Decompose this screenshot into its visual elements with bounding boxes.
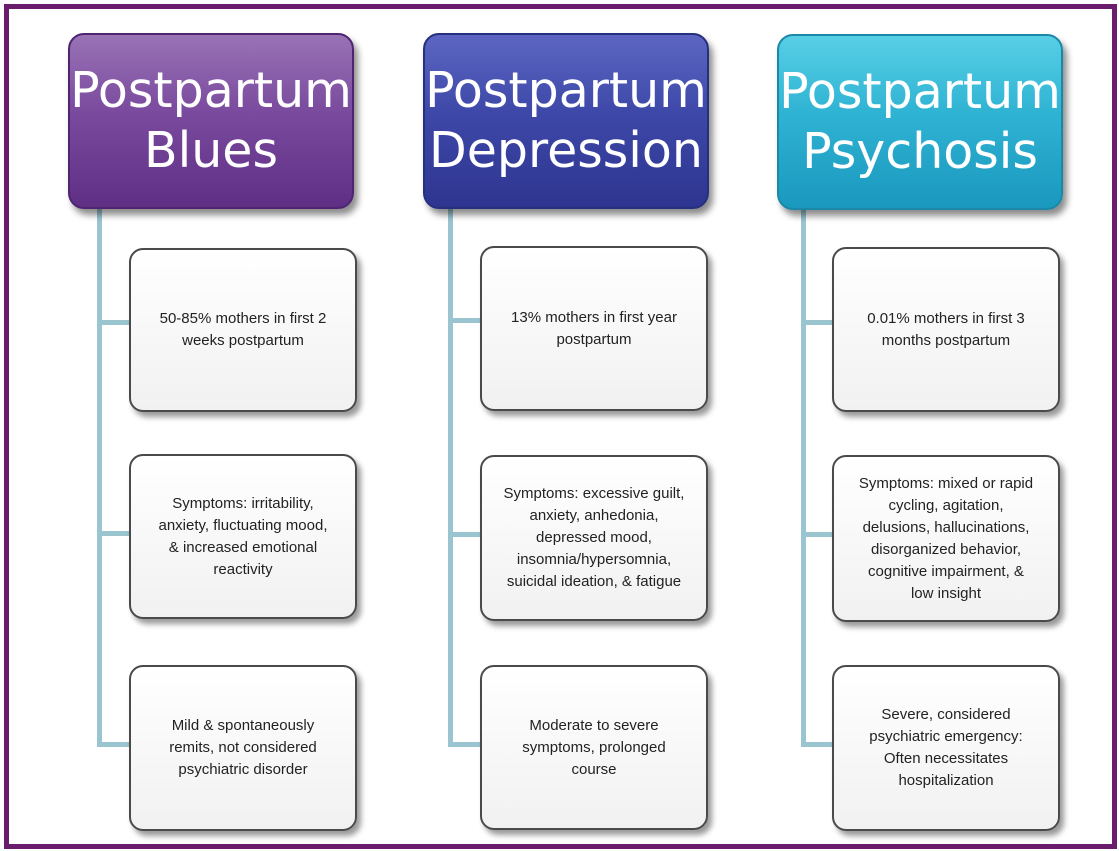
header-postpartum-depression: Postpartum Depression	[423, 33, 709, 209]
depression-prevalence-box: 13% mothers in first year postpartum	[480, 246, 708, 411]
psychosis-connector-branch-1	[801, 320, 832, 325]
blues-symptoms-box: Symptoms: irritability, anxiety, fluctuating mood, & increased emotional reactivity	[129, 454, 357, 619]
blues-course-box: Mild & spontaneously remits, not considered psychiatric disorder	[129, 665, 357, 831]
psychosis-connector-trunk	[801, 209, 806, 747]
blues-connector-branch-1	[97, 320, 129, 325]
depression-symptoms-box: Symptoms: excessive guilt, anxiety, anhedonia, depressed mood, insomnia/hypersomnia, suicidal ideation, & fatigue	[480, 455, 708, 621]
blues-connector-branch-2	[97, 531, 129, 536]
blues-prevalence-box: 50-85% mothers in first 2 weeks postpartum	[129, 248, 357, 412]
psychosis-connector-branch-2	[801, 532, 832, 537]
header-postpartum-blues: Postpartum Blues	[68, 33, 354, 209]
psychosis-connector-branch-3	[801, 742, 832, 747]
depression-course-box: Moderate to severe symptoms, prolonged course	[480, 665, 708, 830]
depression-connector-branch-1	[448, 318, 480, 323]
psychosis-symptoms-box: Symptoms: mixed or rapid cycling, agitation, delusions, hallucinations, disorganized behavior, cognitive impairment, & low insight	[832, 455, 1060, 622]
depression-connector-branch-2	[448, 532, 480, 537]
blues-connector-branch-3	[97, 742, 129, 747]
depression-connector-trunk	[448, 209, 453, 747]
blues-connector-trunk	[97, 209, 102, 747]
depression-connector-branch-3	[448, 742, 480, 747]
header-postpartum-psychosis: Postpartum Psychosis	[777, 34, 1063, 210]
psychosis-prevalence-box: 0.01% mothers in first 3 months postpartum	[832, 247, 1060, 412]
psychosis-course-box: Severe, considered psychiatric emergency: Often necessitates hospitalization	[832, 665, 1060, 831]
